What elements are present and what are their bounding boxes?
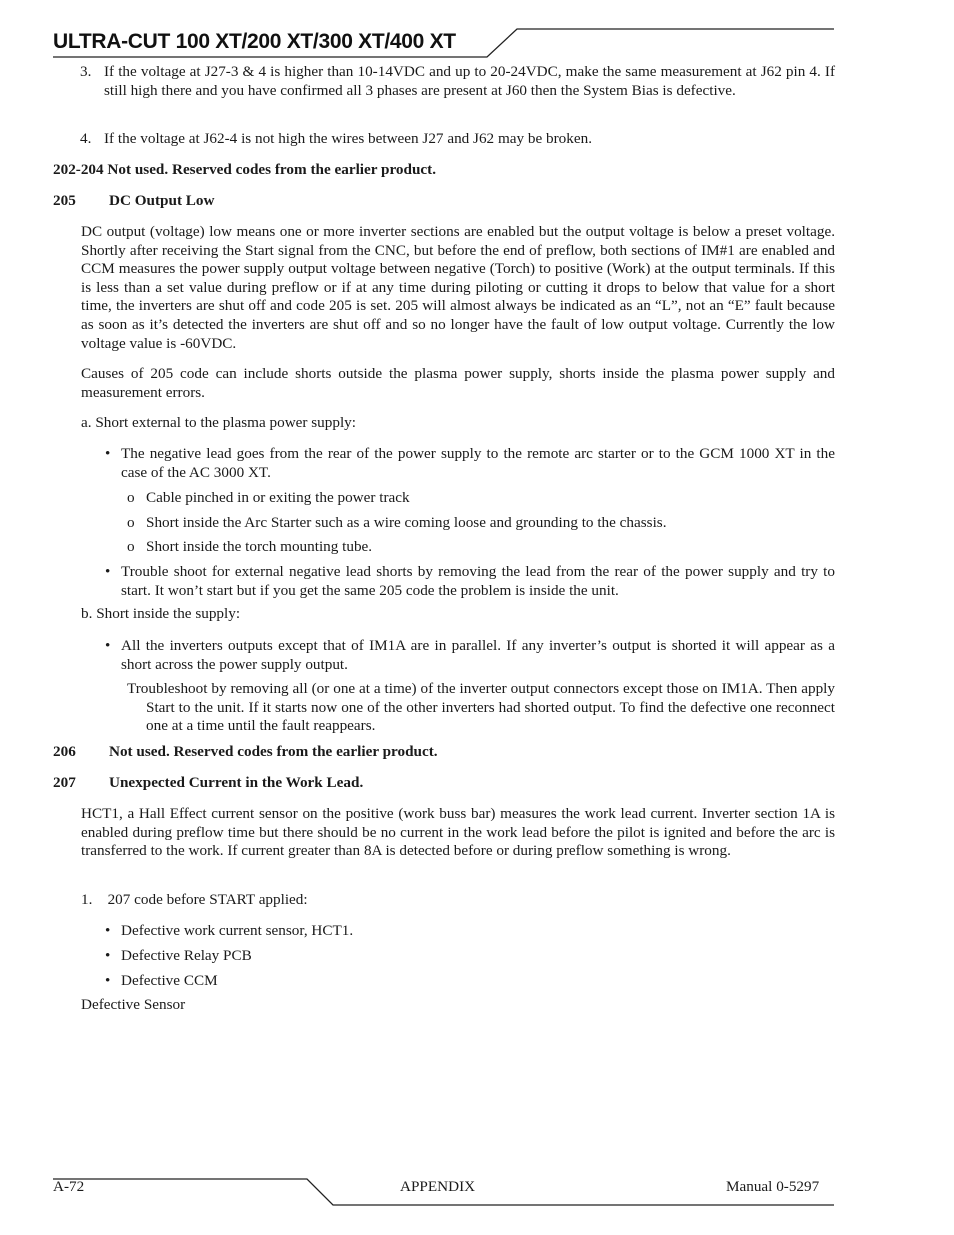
list-number: 4. <box>80 130 92 147</box>
sub-bullet-marker: o <box>127 538 135 555</box>
sub-item-a: a. Short external to the plasma power supply: <box>81 414 356 431</box>
bullet-inverters-parallel: All the inverters outputs except that of IM1A are in parallel. If any inverter’s output is shorted it will appear as a short across the power supply output. <box>121 637 835 673</box>
bullet-icon: • <box>105 947 111 964</box>
bullet-relay-pcb: Defective Relay PCB <box>121 947 252 964</box>
code-207-title: Unexpected Current in the Work Lead. <box>109 774 364 791</box>
bullet-icon: • <box>105 563 111 580</box>
list-item-207-1: 1. 207 code before START applied: <box>81 891 308 908</box>
bullet-icon: • <box>105 445 111 462</box>
bullet-ccm: Defective CCM <box>121 972 218 989</box>
code-205-title: DC Output Low <box>109 192 215 209</box>
paragraph-207-description: HCT1, a Hall Effect current sensor on the positive (work buss bar) measures the work lead current. Inverter section 1A is enabled during preflow time but there should be no current in the work lead before the pilot is ignited and before the arc is transferred to the work. If current greater than 8A is detected before or during preflow something is wrong. <box>81 805 835 860</box>
sub-bullet-marker: o <box>127 514 135 531</box>
bullet-icon: • <box>105 922 111 939</box>
code-205-number: 205 <box>53 192 76 209</box>
defective-sensor-text: Defective Sensor <box>81 996 186 1013</box>
code-206-number: 206 <box>53 743 76 760</box>
list-number: 3. <box>80 63 92 80</box>
list-item-4: If the voltage at J62-4 is not high the wires between J27 and J62 may be broken. <box>104 130 592 147</box>
sub-bullet-marker: o <box>127 489 135 506</box>
code-202-204-heading: 202-204 Not used. Reserved codes from the earlier product. <box>53 161 437 178</box>
code-206-title: Not used. Reserved codes from the earlier product. <box>109 743 438 760</box>
paragraph-troubleshoot-inverters: Troubleshoot by removing all (or one at a time) of the inverter output connectors except those on IM1A. Then apply Start to the unit. If it starts now one of the other inverters had shorted output. To find the defective one reconnect one at a time until the fault reappears. <box>127 680 835 735</box>
bullet-negative-lead: The negative lead goes from the rear of the power supply to the remote arc starter or to the GCM 1000 XT in the case of the AC 3000 XT. <box>121 445 835 481</box>
code-207-number: 207 <box>53 774 76 791</box>
footer-page-number: A-72 <box>53 1178 85 1195</box>
bullet-icon: • <box>105 972 111 989</box>
bullet-troubleshoot-external: Trouble shoot for external negative lead shorts by removing the lead from the rear of the power supply and try to start. It won’t start but if you get the same 205 code the problem is inside the unit. <box>121 563 835 599</box>
sub-bullet-torch-tube: Short inside the torch mounting tube. <box>146 538 373 555</box>
bullet-icon: • <box>105 637 111 654</box>
sub-bullet-cable: Cable pinched in or exiting the power track <box>146 489 410 506</box>
sub-bullet-arc-starter: Short inside the Arc Starter such as a wire coming loose and grounding to the chassis. <box>146 514 667 531</box>
paragraph-205-description: DC output (voltage) low means one or more inverter sections are enabled but the output voltage is below a preset voltage. Shortly after receiving the Start signal from the CNC, but before the end of preflow, both sections of IM#1 are enabled and CCM measures the power supply output voltage between negative (Torch) to positive (Work) at the output terminals. If this is less than a set value during preflow or if at any time during piloting or cutting it drops to below that value for a short time, the inverters are shut off and code 205 is set. 205 will almost always be indicated as an “L”, not an “E” fault because as soon as it’s detected the inverters are shut off and so no longer have the fault of low output voltage. Currently the low voltage value is -60VDC. <box>81 223 835 352</box>
footer-manual-number: Manual 0-5297 <box>726 1178 820 1195</box>
list-item-3: If the voltage at J27-3 & 4 is higher than 10-14VDC and up to 20-24VDC, make the same measurement at J62 pin 4. If still high there and you have confirmed all 3 phases are present at J60 then the System Bias is defective. <box>104 63 835 99</box>
sub-item-b: b. Short inside the supply: <box>81 605 241 622</box>
page-header-title: ULTRA-CUT 100 XT/200 XT/300 XT/400 XT <box>53 30 456 53</box>
bullet-work-current-sensor: Defective work current sensor, HCT1. <box>121 922 354 939</box>
footer-section: APPENDIX <box>400 1178 476 1195</box>
paragraph-205-causes: Causes of 205 code can include shorts outside the plasma power supply, shorts inside the plasma power supply and measurement errors. <box>81 365 835 401</box>
